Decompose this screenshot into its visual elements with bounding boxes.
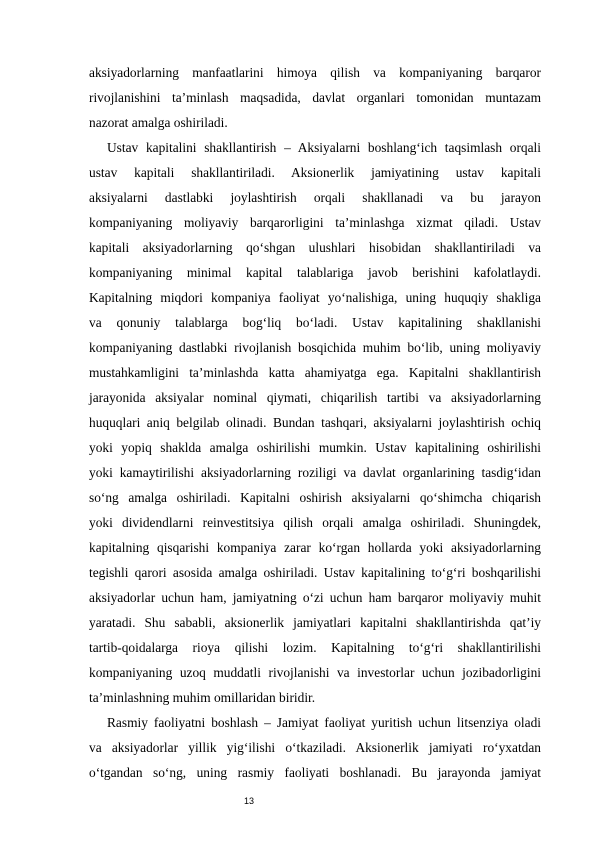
text-line: rivojlanishini ta’minlash maqsadida, davlat organlari tomonidan muntazam [89,90,541,105]
text-line: yoki dividendlarni reinvestitsiya qilish orqali amalga oshiriladi. Shuningdek, [89,515,541,530]
text-line: tegishli qarori asosida amalga oshiriladi. Ustav kapitalining to‘g‘ri boshqarilishi [89,565,541,580]
text-line: Ustav kapitalini shakllantirish – Aksiyalarni boshlang‘ich taqsimlash orqali [107,140,541,155]
text-line: yoki yopiq shaklda amalga oshirilishi mumkin. Ustav kapitalining oshirilishi [89,440,541,455]
text-line: aksiyalarni dastlabki joylashtirish orqali shakllanadi va bu jarayon [89,190,541,205]
text-line: huquqlari aniq belgilab olinadi. Bundan tashqari, aksiyalarni joylashtirish ochiq [89,415,541,430]
text-line: aksiyadorlarning manfaatlarini himoya qilish va kompaniyaning barqaror [89,65,541,80]
text-line: kompaniyaning dastlabki rivojlanish bosqichida muhim bo‘lib, uning moliyaviy [89,340,541,355]
text-line: kompaniyaning minimal kapital talablariga javob berishini kafolatlaydi. [89,265,541,280]
text-line: ta’minlashning muhim omillaridan biridir. [89,690,316,705]
text-line: va aksiyadorlar yillik yig‘ilishi o‘tkaziladi. Aksionerlik jamiyati ro‘yxatdan [89,740,541,755]
text-line: jarayonida aksiyalar nominal qiymati, chiqarilish tartibi va aksiyadorlarning [89,390,541,405]
text-line: o‘tgandan so‘ng, uning rasmiy faoliyati boshlanadi. Bu jarayonda jamiyat [89,765,541,780]
text-line: va qonuniy talablarga bog‘liq bo‘ladi. Ustav kapitalining shakllanishi [89,315,541,330]
text-line: kompaniyaning moliyaviy barqarorligini ta’minlashga xizmat qiladi. Ustav [89,215,541,230]
page-number: 13 [244,796,255,806]
text-line: kompaniyaning uzoq muddatli rivojlanishi va investorlar uchun jozibadorligini [89,665,541,680]
text-line: aksiyadorlar uchun ham, jamiyatning o‘zi uchun ham barqaror moliyaviy muhit [89,590,541,605]
text-line: tartib-qoidalarga rioya qilishi lozim. Kapitalning to‘g‘ri shakllantirilishi [89,640,541,655]
text-line: mustahkamligini ta’minlashda katta ahamiyatga ega. Kapitalni shakllantirish [89,365,541,380]
text-line: Rasmiy faoliyatni boshlash – Jamiyat faoliyat yuritish uchun litsenziya oladi [107,715,541,730]
text-line: yaratadi. Shu sababli, aksionerlik jamiyatlari kapitalni shakllantirishda qat’iy [89,615,541,630]
text-line: so‘ng amalga oshiriladi. Kapitalni oshirish aksiyalarni qo‘shimcha chiqarish [89,490,541,505]
text-line: Kapitalning miqdori kompaniya faoliyat yo‘nalishiga, uning huquqiy shakliga [89,290,541,305]
text-line: yoki kamaytirilishi aksiyadorlarning roziligi va davlat organlarining tasdig‘idan [89,465,541,480]
text-line: kapitali aksiyadorlarning qo‘shgan ulushlari hisobidan shakllantiriladi va [89,240,541,255]
text-line: ustav kapitali shakllantiriladi. Aksionerlik jamiyatining ustav kapitali [89,165,541,180]
text-line: nazorat amalga oshiriladi. [89,115,228,130]
text-line: kapitalning qisqarishi kompaniya zarar ko‘rgan hollarda yoki aksiyadorlarning [89,540,541,555]
